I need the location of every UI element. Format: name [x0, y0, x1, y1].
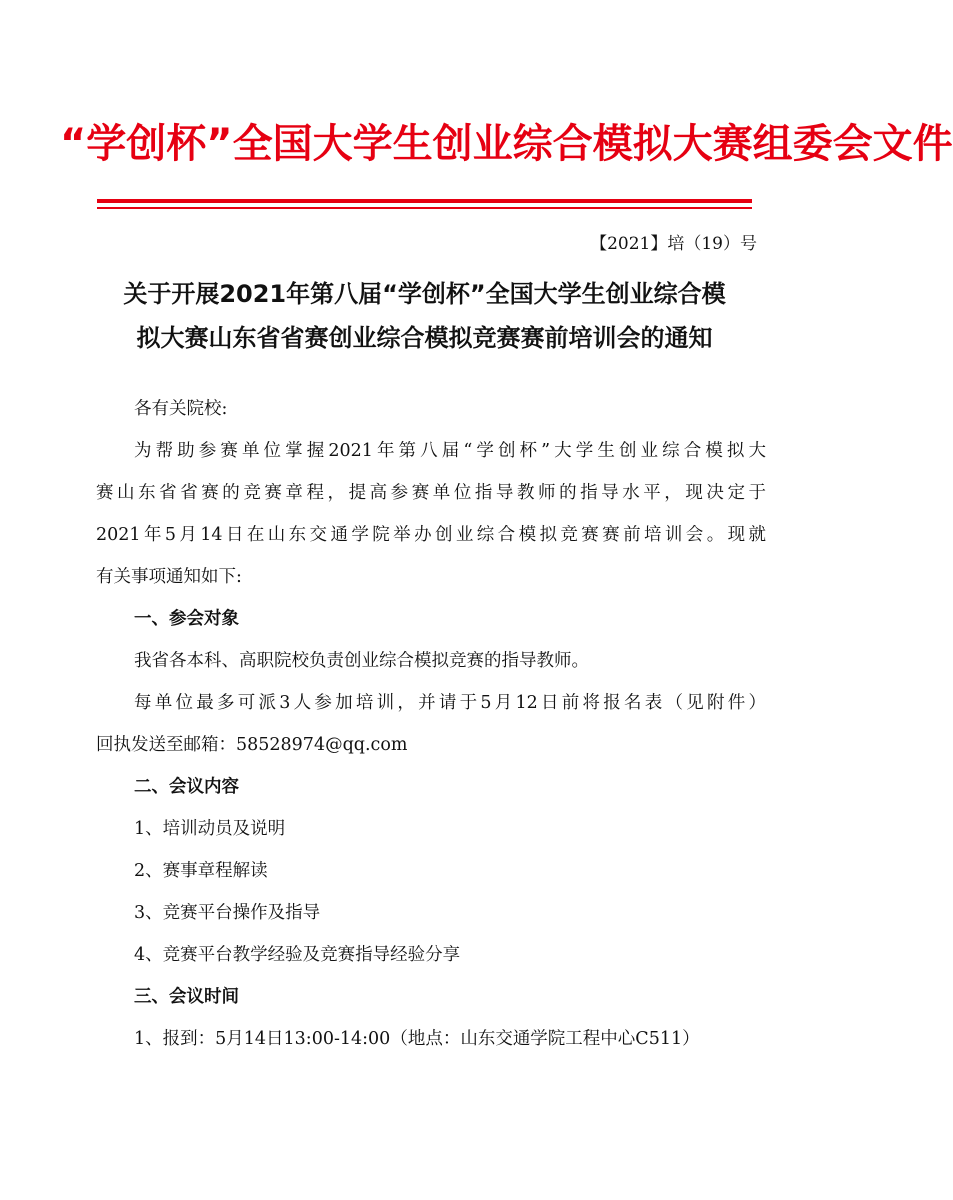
section-heading-attendees: 一、参会对象 [134, 609, 239, 629]
registration-line-2: 回执发送至邮箱：58528974@qq.com [96, 735, 408, 755]
content-item: 4、竞赛平台教学经验及竞赛指导经验分享 [134, 945, 461, 965]
notice-title-line-2: 拟大赛山东省省赛创业综合模拟竞赛赛前培训会的通知 [136, 324, 713, 352]
notice-title-line-1: 关于开展2021年第八届“学创杯”全国大学生创业综合模 [123, 280, 726, 308]
notice-body [96, 388, 766, 1060]
intro-line-1: 为帮助参赛单位掌握2021年第八届“学创杯”大学生创业综合模拟大 [134, 441, 766, 461]
intro-line-3: 2021年5月14日在山东交通学院举办创业综合模拟竞赛赛前培训会。现就 [96, 525, 766, 545]
notice-title [90, 272, 759, 360]
salutation: 各有关院校: [134, 399, 228, 419]
intro-line-2: 赛山东省省赛的竞赛章程，提高参赛单位指导教师的指导水平，现决定于 [96, 483, 766, 503]
letterhead-rule-thin [97, 207, 752, 209]
intro-line-4: 有关事项通知如下: [96, 567, 242, 587]
content-item: 1、培训动员及说明 [134, 819, 286, 839]
content-item: 3、竞赛平台操作及指导 [134, 903, 321, 923]
registration-line-1: 每单位最多可派3人参加培训，并请于5月12日前将报名表（见附件） [134, 693, 766, 713]
document-number: 【2021】培（19）号 [590, 234, 757, 254]
letterhead-rule-thick [97, 199, 752, 203]
section-heading-time: 三、会议时间 [134, 987, 239, 1007]
content-item: 2、赛事章程解读 [134, 861, 268, 881]
section-heading-content: 二、会议内容 [134, 777, 239, 797]
time-item: 1、报到：5月14日13:00-14:00（地点：山东交通学院工程中心C511） [134, 1029, 700, 1049]
attendees-paragraph: 我省各本科、高职院校负责创业综合模拟竞赛的指导教师。 [134, 651, 589, 671]
letterhead-title: “学创杯”全国大学生创业综合模拟大赛组委会文件 [60, 121, 953, 167]
